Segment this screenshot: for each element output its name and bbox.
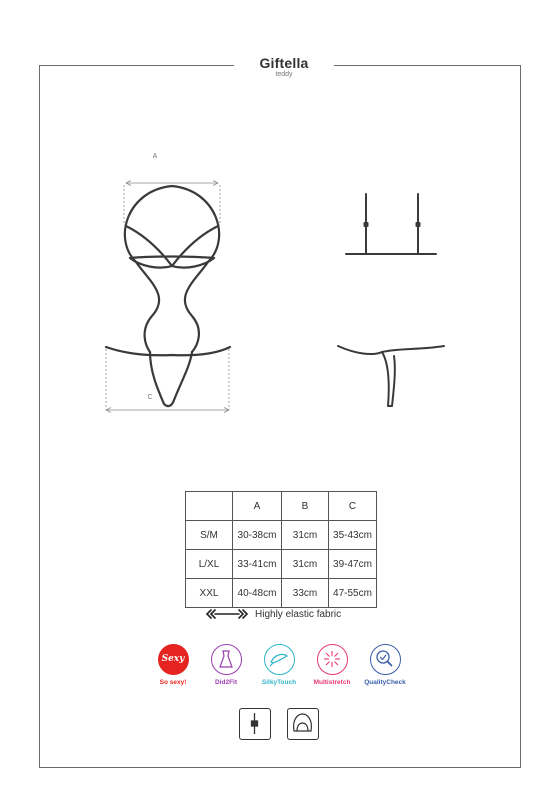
table-cell: 35-43cm: [329, 521, 377, 550]
table-cell: S/M: [186, 521, 233, 550]
product-type: teddy: [275, 71, 293, 78]
badge-multistretch: [307, 644, 357, 686]
table-header-row: [186, 492, 377, 521]
table-row: [186, 550, 377, 579]
badge-label: So sexy!: [159, 679, 187, 686]
magnifier-check-icon: [370, 644, 401, 675]
badge-did2fit: [201, 644, 251, 686]
table-cell: 33-41cm: [233, 550, 282, 579]
dimension-c-label: C: [147, 394, 153, 401]
back-waistband: [338, 346, 444, 354]
table-header-cell: B: [282, 492, 329, 521]
badge-label: QualityCheck: [364, 679, 406, 686]
badge-sexy: [148, 644, 198, 686]
fabric-note: [205, 609, 341, 620]
table-cell: 40-48cm: [233, 579, 282, 608]
table-cell: XXL: [186, 579, 233, 608]
front-halter-outline: [125, 186, 219, 352]
table-cell: 31cm: [282, 521, 329, 550]
front-right-cup: [172, 226, 218, 268]
badge-label: Did2Fit: [214, 679, 238, 686]
badge-qualitycheck: [360, 644, 410, 686]
stretch-burst-icon: [317, 644, 348, 675]
table-cell: 31cm: [282, 550, 329, 579]
table-row: [186, 521, 377, 550]
dimension-a-label: A: [152, 153, 158, 160]
table-row: [186, 579, 377, 608]
table-cell: 33cm: [282, 579, 329, 608]
feather-icon: [264, 644, 295, 675]
table-header-cell: [186, 492, 233, 521]
badge-label: SilkyTouch: [261, 679, 297, 686]
underwire-cup-icon: [287, 708, 319, 740]
back-thong-string: [382, 352, 395, 406]
dress-fit-icon: [211, 644, 242, 675]
table-cell: 39-47cm: [329, 550, 377, 579]
size-table: [185, 491, 377, 608]
feature-badges: [148, 644, 410, 694]
table-header-cell: C: [329, 492, 377, 521]
product-name: Giftella: [259, 55, 309, 71]
table-cell: 47-55cm: [329, 579, 377, 608]
badge-label: Multistretch: [313, 679, 351, 686]
back-slider-right: [416, 222, 421, 227]
badge-silkytouch: [254, 644, 304, 686]
table-cell: 30-38cm: [233, 521, 282, 550]
front-cup-cross: [130, 257, 214, 259]
table-header-cell: A: [233, 492, 282, 521]
adjustable-strap-icon: [239, 708, 271, 740]
front-left-cup: [126, 226, 172, 268]
front-thong-panel: [150, 352, 192, 406]
fabric-note-text: Highly elastic fabric: [255, 609, 342, 620]
sexy-icon: Sexy: [158, 644, 189, 675]
stretch-arrow-icon: [205, 609, 249, 619]
front-waistband: [106, 347, 230, 355]
table-cell: L/XL: [186, 550, 233, 579]
back-slider-left: [364, 222, 369, 227]
